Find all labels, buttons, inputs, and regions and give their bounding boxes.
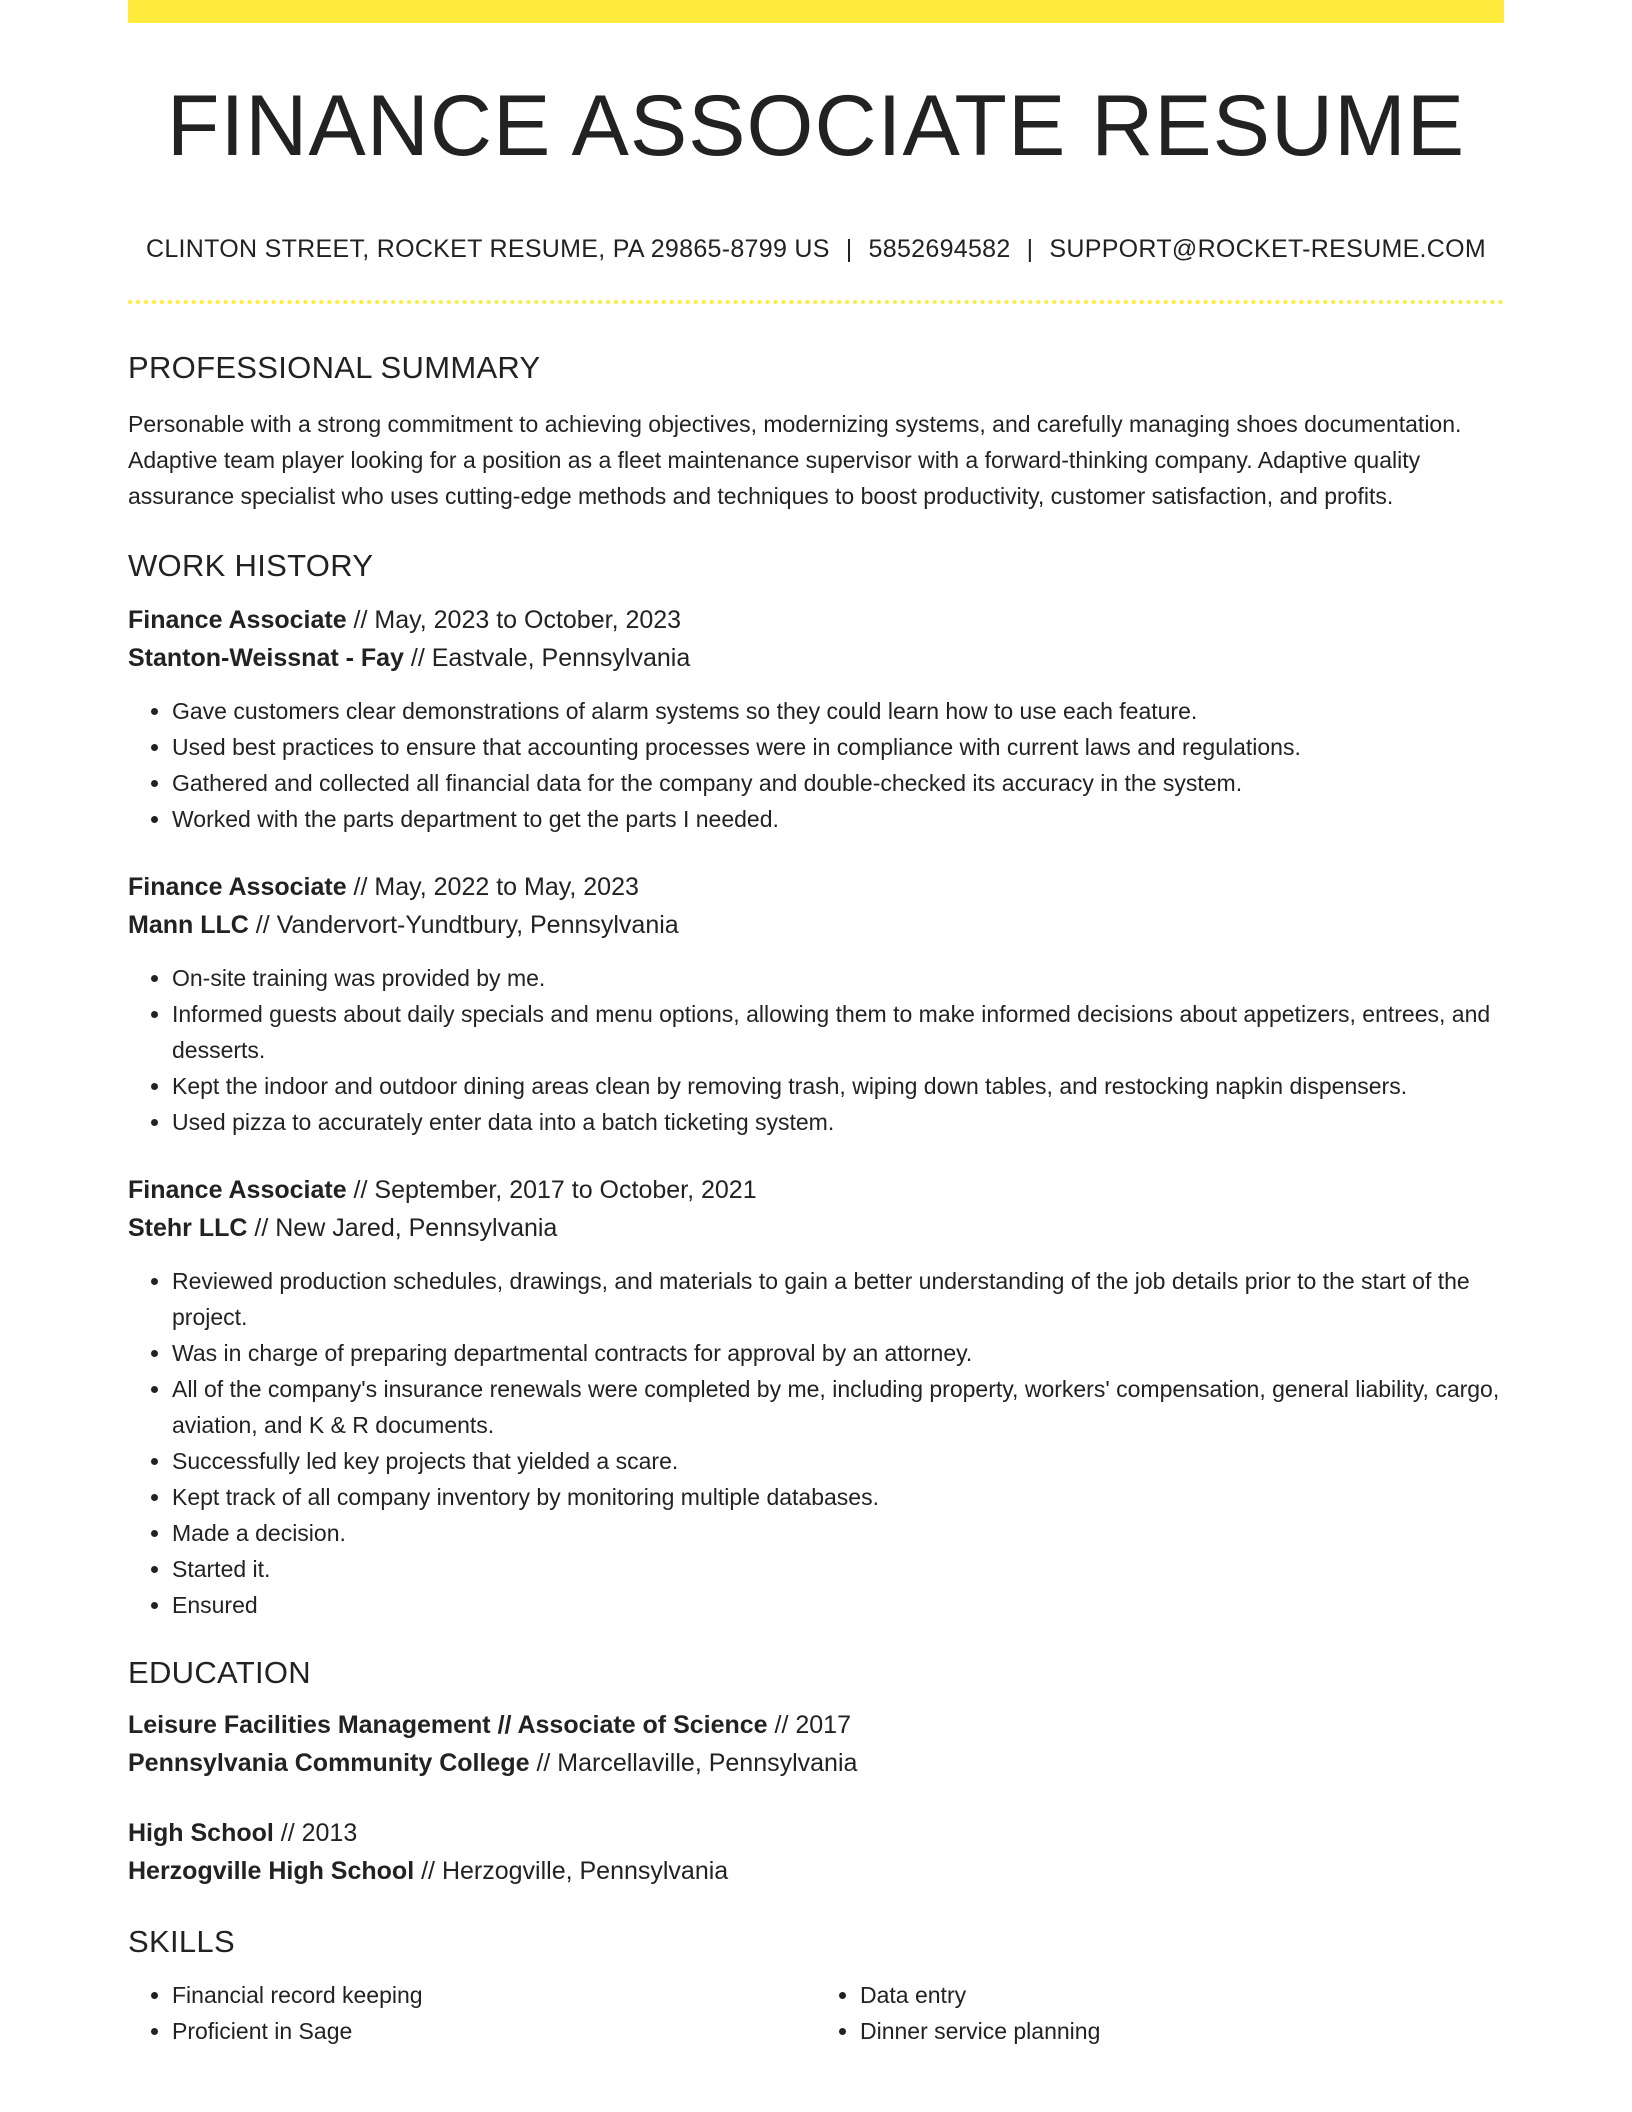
contact-phone: 5852694582 <box>868 235 1011 263</box>
list-item: • Successfully led key projects that yielded a scare. <box>172 1443 1504 1479</box>
skills-list-right <box>816 1977 1504 2049</box>
job-entry <box>128 1171 1504 1623</box>
education-entry <box>128 1706 1504 1782</box>
job-title-line <box>128 601 1504 639</box>
education-school: Herzogville High School <box>128 1857 415 1885</box>
resume-title: FINANCE ASSOCIATE RESUME <box>166 78 1466 174</box>
job-entry <box>128 868 1504 1140</box>
list-item: • Reviewed production schedules, drawings, and materials to gain a better understanding of the job details prior to the start of the project. <box>172 1263 1504 1335</box>
job-company: Mann LLC <box>128 911 249 939</box>
skill-item: • Proficient in Sage <box>172 2013 816 2049</box>
summary-heading: PROFESSIONAL SUMMARY <box>128 350 541 385</box>
education-heading: EDUCATION <box>128 1655 311 1690</box>
job-title: Finance Associate <box>128 873 347 901</box>
job-dates: // September, 2017 to October, 2021 <box>346 1176 757 1204</box>
work-history-heading: WORK HISTORY <box>128 548 374 583</box>
job-duties-list <box>128 693 1504 837</box>
job-duties-list <box>128 960 1504 1140</box>
skills-list-left <box>128 1977 816 2049</box>
list-item: • Gathered and collected all financial data for the company and double-checked its accuracy in the system. <box>172 765 1504 801</box>
list-item: • Kept the indoor and outdoor dining areas clean by removing trash, wiping down tables, and restocking napkin dispensers. <box>172 1068 1504 1104</box>
job-location: // Eastvale, Pennsylvania <box>403 644 691 672</box>
contact-email: SUPPORT@ROCKET-RESUME.COM <box>1049 235 1487 263</box>
list-item: • All of the company's insurance renewals were completed by me, including property, workers' compensation, general liability, cargo, aviation, and K & R documents. <box>172 1371 1504 1443</box>
accent-top-bar <box>128 0 1504 23</box>
education-entry <box>128 1814 1504 1890</box>
list-item: • Worked with the parts department to get the parts I needed. <box>172 801 1504 837</box>
job-title: Finance Associate <box>128 1176 347 1204</box>
skill-item: • Data entry <box>860 1977 1504 2013</box>
list-item: • Used best practices to ensure that accounting processes were in compliance with current laws and regulations. <box>172 729 1504 765</box>
job-title-line <box>128 1171 1504 1209</box>
education-degree-line <box>128 1814 1504 1852</box>
skill-item: • Dinner service planning <box>860 2013 1504 2049</box>
list-item: • Ensured <box>172 1587 1504 1623</box>
list-item: • Kept track of all company inventory by monitoring multiple databases. <box>172 1479 1504 1515</box>
list-item: • Used pizza to accurately enter data into a batch ticketing system. <box>172 1104 1504 1140</box>
job-dates: // May, 2022 to May, 2023 <box>346 873 639 901</box>
resume-page <box>128 0 1504 2049</box>
job-title-line <box>128 868 1504 906</box>
contact-separator: | <box>1026 235 1034 263</box>
list-item: • Started it. <box>172 1551 1504 1587</box>
job-location: // New Jared, Pennsylvania <box>247 1214 558 1242</box>
list-item: • Was in charge of preparing departmental contracts for approval by an attorney. <box>172 1335 1504 1371</box>
list-item: • Made a decision. <box>172 1515 1504 1551</box>
job-company: Stehr LLC <box>128 1214 248 1242</box>
job-company-line <box>128 639 1504 677</box>
skill-item: • Financial record keeping <box>172 1977 816 2013</box>
job-dates: // May, 2023 to October, 2023 <box>346 606 682 634</box>
education-school: Pennsylvania Community College <box>128 1749 530 1777</box>
education-school-line <box>128 1852 1504 1890</box>
education-year: // 2013 <box>273 1819 358 1847</box>
education-degree: Leisure Facilities Management // Associate of Science <box>128 1711 768 1739</box>
job-duties-list <box>128 1263 1504 1623</box>
list-item: • Gave customers clear demonstrations of alarm systems so they could learn how to use each feature. <box>172 693 1504 729</box>
education-year: // 2017 <box>767 1711 851 1739</box>
job-company: Stanton-Weissnat - Fay <box>128 644 404 672</box>
contact-address: CLINTON STREET, ROCKET RESUME, PA 29865-8799 US <box>145 235 830 263</box>
education-degree-line <box>128 1706 1504 1744</box>
dotted-divider <box>128 300 1504 304</box>
list-item: • Informed guests about daily specials and menu options, allowing them to make informed decisions about appetizers, entrees, and desserts. <box>172 996 1504 1068</box>
summary-text: Personable with a strong commitment to achieving objectives, modernizing systems, and carefully managing shoes documentation. Adaptive team player looking for a position as a fleet maintenance supervisor with a forward-thinking company. Adaptive quality assurance specialist who uses cutting-edge methods and techniques to boost productivity, customer satisfaction, and profits. <box>128 411 1462 509</box>
contact-separator: | <box>845 235 853 263</box>
education-school-line <box>128 1744 1504 1782</box>
job-company-line <box>128 906 1504 944</box>
job-entry <box>128 601 1504 837</box>
contact-line <box>128 237 1504 262</box>
list-item: • On-site training was provided by me. <box>172 960 1504 996</box>
job-title: Finance Associate <box>128 606 347 634</box>
job-company-line <box>128 1209 1504 1247</box>
job-location: // Vandervort-Yundtbury, Pennsylvania <box>248 911 679 939</box>
skills-heading: SKILLS <box>128 1924 235 1959</box>
skills-columns <box>128 1977 1504 2049</box>
education-degree: High School <box>128 1819 274 1847</box>
education-location: // Marcellaville, Pennsylvania <box>529 1749 858 1777</box>
education-location: // Herzogville, Pennsylvania <box>414 1857 729 1885</box>
